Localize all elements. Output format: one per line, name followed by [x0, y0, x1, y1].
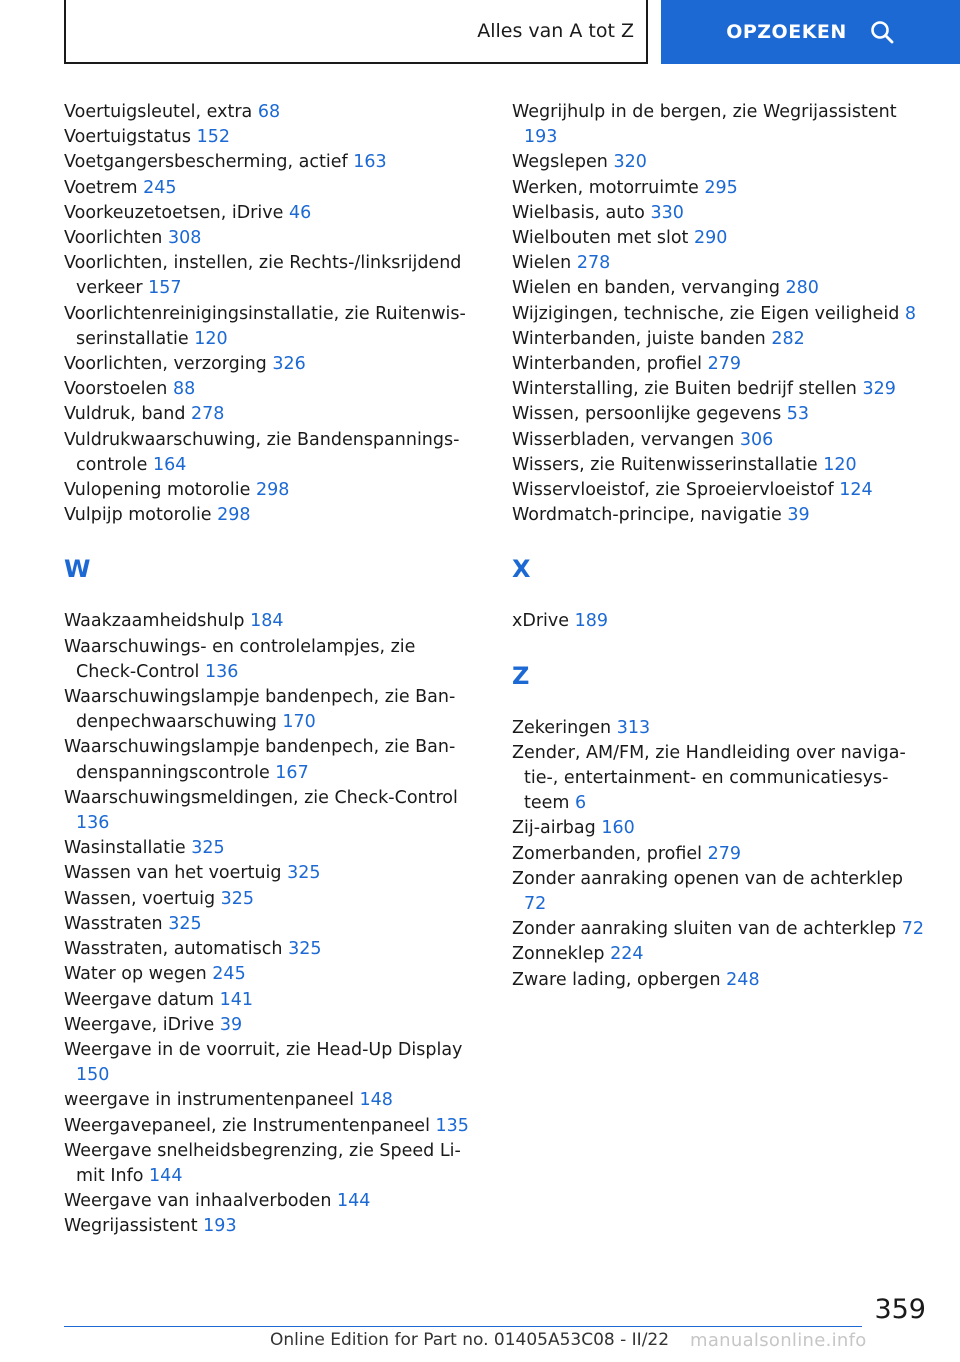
index-entry — [64, 201, 474, 226]
index-entry — [64, 428, 474, 478]
index-entry — [64, 988, 474, 1013]
index-entry-term: Wasstraten, automatisch — [64, 939, 283, 960]
index-letter-heading: Z — [512, 661, 530, 690]
index-entry — [512, 478, 927, 503]
index-page-link[interactable]: 224 — [610, 944, 644, 965]
index-entry-term: Wegrijhulp in de bergen, zie Wegrijassistent — [512, 102, 897, 122]
index-entry-term: Wielen — [512, 253, 572, 274]
index-entry — [64, 786, 474, 836]
index-page-link[interactable]: 157 — [148, 278, 182, 299]
index-page-link[interactable]: 278 — [576, 253, 611, 274]
index-entry-term: Vuldrukwaarschuwing, zie Bandenspanningscontrole — [64, 429, 460, 475]
index-entry-term: Weergavepaneel, zie Instrumentenpaneel — [64, 1115, 430, 1136]
index-page-link[interactable]: 325 — [220, 888, 255, 909]
index-page-link[interactable]: 144 — [149, 1165, 183, 1186]
index-entry-term: Waarschuwings- en controlelampjes, zie Check-Control — [64, 636, 421, 682]
index-entry-term: Weergave datum — [64, 989, 215, 1010]
page-number: 359 — [874, 1294, 926, 1325]
index-entry — [64, 1214, 474, 1239]
index-page-link[interactable]: 88 — [172, 379, 196, 400]
index-entry — [64, 226, 474, 251]
index-page-link[interactable]: 170 — [282, 712, 316, 733]
index-page-link[interactable]: 308 — [167, 228, 202, 249]
index-entry — [512, 226, 927, 251]
index-page-link[interactable]: 120 — [194, 328, 228, 349]
index-entry-term: Wissers, zie Ruitenwisserinstallatie — [512, 454, 818, 475]
index-entry — [512, 503, 927, 528]
index-entry — [64, 609, 474, 634]
index-entry-term: Voorlichten, verzorging — [64, 354, 267, 375]
index-letter-heading: X — [512, 555, 531, 584]
index-entry-term: Wisserbladen, vervangen — [512, 429, 735, 450]
index-entry — [512, 150, 927, 175]
index-entry-term: Voorkeuzetoetsen, iDrive — [64, 202, 284, 223]
index-entry — [64, 1139, 474, 1189]
index-entry-term: Voetrem — [64, 177, 138, 198]
index-entry-term: Waakzaamheidshulp — [64, 611, 245, 632]
index-entry-term: Zij-airbag — [512, 818, 596, 839]
index-page-link[interactable]: 136 — [204, 661, 239, 682]
index-page-link[interactable]: 46 — [288, 202, 312, 223]
index-page-link[interactable]: 248 — [726, 969, 760, 990]
index-entry-term: Waarschuwingslampje bandenpech, zie Bandenpechwaarschuwing — [64, 687, 456, 733]
index-entry — [64, 377, 474, 402]
index-entry — [64, 150, 474, 175]
index-page-link[interactable]: 313 — [616, 717, 651, 738]
index-page-link[interactable]: 282 — [771, 328, 805, 349]
index-entry-term: Wielbasis, auto — [512, 202, 645, 223]
index-entry — [512, 842, 927, 867]
index-page-link[interactable]: 148 — [359, 1090, 393, 1111]
index-entry — [512, 968, 927, 993]
index-entry-term: Water op wegen — [64, 964, 207, 985]
index-entry — [512, 402, 927, 427]
index-entry — [512, 276, 927, 301]
index-entry — [64, 1114, 474, 1139]
index-entry-term: Wissen, persoonlijke gegevens — [512, 404, 782, 425]
index-entry-term: Wijzigingen, technische, zie Eigen veiligheid — [512, 303, 900, 324]
search-label: OPZOEKEN — [726, 21, 847, 43]
index-entry — [64, 1013, 474, 1038]
index-entry — [64, 912, 474, 937]
index-entry-term: Wegrijassistent — [64, 1216, 198, 1237]
index-entry — [64, 962, 474, 987]
index-entry — [512, 251, 927, 276]
index-entry-term: Waarschuwingsmeldingen, zie Check-Control — [64, 787, 458, 808]
index-page-link[interactable]: 150 — [76, 1065, 110, 1086]
index-entry-term: Vuldruk, band — [64, 404, 186, 425]
index-entry-term: weergave in instrumentenpaneel — [64, 1090, 354, 1111]
edition-text: Online Edition for Part no. 01405A53C08 - II/22 — [270, 1330, 670, 1350]
index-entry — [512, 716, 927, 741]
index-entry — [512, 816, 927, 841]
index-page-link[interactable]: 330 — [650, 202, 684, 223]
index-page-link[interactable]: 135 — [435, 1115, 469, 1136]
index-entry-term: Wielen en banden, vervanging — [512, 278, 780, 299]
index-page-link[interactable]: 141 — [219, 989, 254, 1010]
index-page-link[interactable]: 53 — [786, 404, 810, 425]
index-entry-term: Weergave in de voorruit, zie Head-Up Display — [64, 1039, 463, 1060]
index-entry-term: Zomerbanden, profiel — [512, 843, 702, 864]
index-entry — [64, 125, 474, 150]
index-entry — [64, 478, 474, 503]
index-page-link[interactable]: 39 — [787, 505, 810, 526]
index-page-link[interactable]: 295 — [704, 177, 738, 198]
section-header — [64, 0, 648, 64]
index-entry — [512, 327, 927, 352]
index-page-link[interactable]: 298 — [255, 480, 290, 501]
index-entry — [512, 176, 927, 201]
index-page-link[interactable]: 163 — [353, 152, 387, 173]
index-page-link[interactable]: 325 — [168, 913, 202, 934]
index-page-link[interactable]: 280 — [785, 278, 819, 299]
index-page-link[interactable]: 136 — [76, 813, 110, 834]
index-entry — [64, 503, 474, 528]
index-page-link[interactable]: 144 — [336, 1191, 371, 1212]
index-entry — [64, 685, 474, 735]
index-entry-term: Wassen, voertuig — [64, 888, 216, 909]
index-entry — [512, 917, 927, 942]
index-entry-term: Wielbouten met slot — [512, 228, 689, 249]
index-entry — [64, 1088, 474, 1113]
index-entry-term: Zonder aanraking sluiten van de achterklep — [512, 919, 897, 940]
index-entry-term: Wasinstallatie — [64, 838, 186, 859]
index-page-link[interactable]: 329 — [862, 379, 896, 400]
index-entry — [64, 735, 474, 785]
index-entry — [64, 861, 474, 886]
footer-divider — [64, 1326, 862, 1327]
index-page-link[interactable]: 320 — [613, 152, 647, 173]
index-entry — [512, 428, 927, 453]
index-entry-term: Voorlichten — [64, 228, 163, 249]
index-entry — [64, 352, 474, 377]
index-entry-term: Wisservloeistof, zie Sproeiervloeistof — [512, 480, 834, 501]
index-page-link[interactable]: 279 — [707, 354, 741, 375]
index-entry — [64, 1189, 474, 1214]
index-page-link[interactable]: 290 — [693, 228, 728, 249]
index-entry-term: Zekeringen — [512, 717, 612, 738]
index-entry — [64, 1038, 474, 1088]
index-page-link[interactable]: 245 — [143, 177, 177, 198]
index-page-link[interactable]: 306 — [739, 429, 774, 450]
index-entry-term: Zonder aanraking openen van de achterklep — [512, 868, 904, 889]
index-entry-term: Weergave snelheidsbegrenzing, zie Speed Limit Info — [64, 1140, 461, 1186]
index-entry-term: Voorstoelen — [64, 379, 168, 400]
index-entry-term: Weergave van inhaalverboden — [64, 1191, 332, 1212]
index-entry — [512, 453, 927, 478]
index-entry-term: Werken, motorruimte — [512, 177, 699, 198]
index-entry — [64, 887, 474, 912]
index-page-link[interactable]: 164 — [153, 454, 187, 475]
index-entry-term: Vulpijp motorolie — [64, 505, 212, 526]
index-entry — [512, 302, 927, 327]
index-page-link[interactable]: 39 — [219, 1014, 243, 1035]
index-page-link[interactable]: 325 — [288, 939, 322, 960]
index-page-link[interactable]: 6 — [575, 793, 587, 814]
index-entry — [64, 251, 474, 301]
index-page-link[interactable]: 245 — [212, 964, 246, 985]
index-column-left — [64, 100, 474, 1240]
index-column-right — [512, 100, 927, 993]
index-entry — [512, 377, 927, 402]
index-entry-term: Wasstraten — [64, 913, 163, 934]
index-page-link[interactable]: 184 — [250, 611, 284, 632]
index-entry — [64, 402, 474, 427]
index-page-link[interactable]: 160 — [601, 818, 635, 839]
index-entry-term: Voertuigsleutel, extra — [64, 102, 253, 122]
index-page-link[interactable]: 152 — [196, 127, 230, 148]
index-entry-term: Wassen van het voertuig — [64, 863, 282, 884]
index-page-link[interactable]: 8 — [904, 303, 917, 324]
index-entry — [512, 201, 927, 226]
index-entry-term: Vulopening motorolie — [64, 480, 251, 501]
index-entry — [64, 836, 474, 861]
index-entry-term: Voetgangersbescherming, actief — [64, 152, 348, 173]
index-page-link[interactable]: 326 — [272, 354, 306, 375]
index-entry — [512, 741, 927, 817]
index-entry — [512, 100, 927, 150]
index-page-link[interactable]: 298 — [217, 505, 251, 526]
index-page-link[interactable]: 68 — [257, 102, 281, 122]
index-entry — [64, 937, 474, 962]
index-entry-term: Wordmatch-principe, navigatie — [512, 505, 782, 526]
index-entry — [512, 942, 927, 967]
index-entry-term: Voertuigstatus — [64, 127, 191, 148]
index-entry — [64, 176, 474, 201]
index-entry — [64, 302, 474, 352]
index-page-link[interactable]: 193 — [203, 1216, 237, 1237]
index-page-link[interactable]: 325 — [191, 838, 225, 859]
index-page-link[interactable]: 193 — [524, 127, 558, 148]
index-page-link[interactable]: 167 — [275, 762, 309, 783]
index-entry — [64, 635, 474, 685]
index-page-link[interactable]: 72 — [901, 919, 925, 940]
index-entry — [512, 352, 927, 377]
index-page-link[interactable]: 120 — [823, 454, 857, 475]
index-entry-term: Weergave, iDrive — [64, 1014, 215, 1035]
index-entry-term: Zware lading, opbergen — [512, 969, 721, 990]
search-icon — [869, 19, 895, 45]
index-page-link[interactable]: 189 — [574, 611, 608, 632]
index-page-link[interactable]: 72 — [524, 894, 547, 915]
index-entry-term: Waarschuwingslampje bandenpech, zie Bandenspanningscontrole — [64, 737, 456, 783]
index-entry — [64, 100, 474, 125]
index-entry-term: xDrive — [512, 611, 570, 632]
search-button[interactable] — [661, 0, 960, 64]
index-letter-heading: W — [64, 555, 91, 584]
index-entry — [512, 867, 927, 917]
watermark: manualsonline.info — [690, 1330, 867, 1351]
index-entry-term: Winterbanden, profiel — [512, 354, 702, 375]
index-entry-term: Wegslepen — [512, 152, 608, 173]
index-entry-term: Voorlichtenreinigingsinstallatie, zie Ruitenwisserinstallatie — [64, 303, 466, 349]
index-entry — [512, 609, 927, 634]
index-entry-term: Zonneklep — [512, 944, 605, 965]
index-page-link[interactable]: 278 — [191, 404, 225, 425]
section-title: Alles van A tot Z — [477, 20, 634, 42]
index-page-link[interactable]: 279 — [707, 843, 741, 864]
index-entry-term: Winterbanden, juiste banden — [512, 328, 766, 349]
index-page-link[interactable]: 124 — [839, 480, 873, 501]
index-entry-term: Winterstalling, zie Buiten bedrijf stellen — [512, 379, 857, 400]
index-entry-term: Zender, AM/FM, zie Handleiding over navigatie-, entertainment- en communicatiesysteem — [512, 742, 906, 814]
index-page-link[interactable]: 325 — [287, 863, 321, 884]
index-entry-term: Voorlichten, instellen, zie Rechts-/linksrijdend verkeer — [64, 253, 467, 299]
